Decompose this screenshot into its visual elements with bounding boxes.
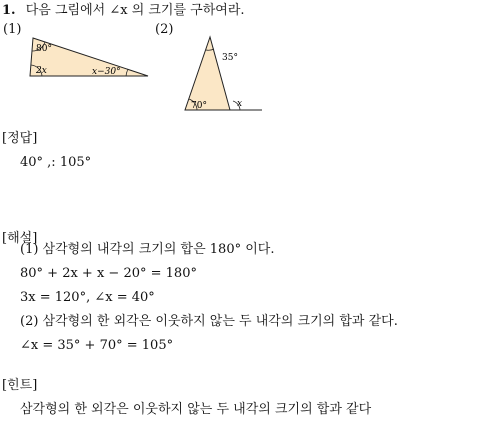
angle-label-80: 80° — [36, 44, 52, 54]
angle-label-x: x — [237, 99, 243, 109]
solution-header: [해설] — [2, 231, 38, 246]
question-text: 다음 그림에서 ∠x 의 크기를 구하여라. — [25, 3, 245, 18]
angle-label-x30: x−30° — [92, 67, 121, 77]
solution-line-2: 80° + 2x + x − 20° = 180° — [20, 266, 197, 281]
triangle-2-shape — [185, 37, 230, 110]
angle-label-70: 70° — [191, 101, 207, 111]
answer-header: [정답] — [2, 131, 38, 146]
figure-2-triangle — [0, 0, 485, 120]
angle-label-2x: 2x — [36, 66, 47, 76]
figure-1-label: (1) — [3, 22, 22, 37]
question-number: 1. — [2, 3, 16, 18]
answer-text: 40° ,: 105° — [20, 155, 92, 170]
hint-header: [힌트] — [2, 378, 38, 393]
hint-text: 삼각형의 한 외각은 이웃하지 않는 두 내각의 크기의 합과 같다 — [20, 402, 372, 417]
solution-line-4: (2) 삼각형의 한 외각은 이웃하지 않는 두 내각의 크기의 합과 같다. — [20, 314, 398, 329]
angle-label-35: 35° — [222, 53, 238, 63]
solution-line-1: (1) 삼각형의 내각의 크기의 합은 180° 이다. — [20, 242, 275, 257]
figure-2-label: (2) — [155, 22, 174, 37]
solution-line-5: ∠x = 35° + 70° = 105° — [20, 338, 174, 353]
solution-line-3: 3x = 120°, ∠x = 40° — [20, 290, 155, 305]
